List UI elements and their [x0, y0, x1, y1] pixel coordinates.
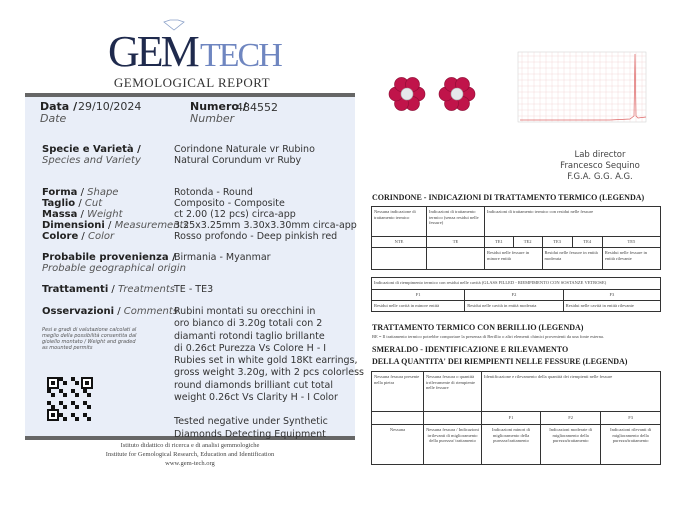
field-label: Specie e Varietà / Species and Variety [42, 144, 141, 166]
footer-line: Istituto didattico di ricerca e di analisi gemmologiche [120, 442, 260, 449]
cell: Residui nelle fessure in entità moderata [542, 248, 602, 270]
footer-line: Institute for Gemological Research, Education and Identification [105, 451, 275, 458]
field-value [174, 198, 285, 209]
cell: Indicazioni moderate di miglioramento della purezza/trattamento [541, 425, 601, 465]
value-line: Rubini montati su orecchini in [174, 306, 316, 317]
field-label: Massa / Weight [42, 209, 123, 220]
smeraldo-table [371, 371, 661, 465]
value-line: ct 2.00 (12 pcs) circa-app [174, 209, 296, 220]
field-label: Trattamenti / Treatments [42, 284, 175, 295]
cell: Residui nelle fessure in minore entità [485, 248, 543, 270]
cell: NTE [372, 237, 427, 248]
value-line: Composito - Composite [174, 198, 285, 209]
cell: F2 [541, 412, 601, 425]
glass-filled-table [371, 277, 661, 312]
field-label: Dimensioni / Measurements [42, 220, 189, 231]
cell: TE2 [513, 237, 542, 248]
field-value [174, 252, 271, 263]
cell: Residui nelle cavità in minore entità [372, 301, 465, 312]
cell: Residui nelle fessure in entità rilevante [602, 248, 660, 270]
field-label: Forma / Shape [42, 187, 119, 198]
value-line: Rotonda - Round [174, 187, 253, 198]
cell: Residui nelle cavità in entità rilevante [563, 301, 660, 312]
cell: Nessuna fessura presente nella pietra [372, 372, 424, 412]
value-line: 3.25x3.25mm 3.30x3.30mm circa-app [174, 220, 357, 231]
report-subtitle: GEMOLOGICAL REPORT [113, 75, 271, 90]
cell: F1 [372, 290, 465, 301]
earrings-photo [385, 68, 490, 116]
value-line: Diamonds Detecting Equipment [174, 428, 326, 440]
cell: Identificazione e rilevamento della quantità dei riempienti nelle fessure [482, 372, 661, 412]
value-line: diamanti rotondi taglio brillante [174, 330, 325, 342]
value-line [174, 404, 364, 416]
cell: TE1 [485, 237, 514, 248]
cell: TE [427, 237, 485, 248]
gemtech-logo [108, 18, 281, 76]
qr-code[interactable] [47, 377, 93, 421]
cell: TE5 [602, 237, 660, 248]
value-line: Natural Corundum vr Ruby [174, 155, 302, 166]
value-line: Rubies set in white gold 18Kt earrings, [174, 355, 358, 367]
date-value: 29/10/2024 [78, 100, 142, 113]
cell: F3 [563, 290, 660, 301]
smeraldo-title: SMERALDO - IDENTIFICAZIONE E RILEVAMENTO [372, 345, 569, 354]
number-value: 484552 [236, 101, 278, 114]
berillio-note: BE = Il trattamento termico potrebbe comportare la presenza di Berillio o altri elementi chimici provenienti da una fonte esterna. [372, 334, 604, 339]
value-line: gross weight 3.20g, with 2 pcs colorless [174, 367, 364, 379]
field-value [174, 209, 296, 220]
field-label: Probabile provenienza / Probable geographical origin [42, 252, 186, 274]
institute-footer [60, 441, 320, 468]
cell: F2 [465, 290, 564, 301]
cell: Nessuna [372, 425, 424, 465]
value-line: weight 0.26ct Vs Clarity H - I Color [174, 392, 338, 404]
value-line: Tested negative under Synthetic [174, 416, 328, 428]
corindone-table [371, 206, 661, 270]
lab-director-name: Francesco Sequino [560, 161, 640, 171]
value-line: round diamonds brilliant cut total [174, 379, 333, 391]
cell: Indicazioni minori di miglioramento della purezza/trattamento [482, 425, 541, 465]
value-line: Birmania - Myanmar [174, 252, 271, 263]
cell: Nessuna indicazione di trattamento termico [372, 207, 427, 237]
smeraldo-subtitle: DELLA QUANTITA' DEI RIEMPIENTI NELLE FESSURE (LEGENDA) [372, 357, 628, 366]
cell: F3 [601, 412, 661, 425]
cell: TE3 [542, 237, 572, 248]
field-value [174, 306, 364, 441]
corindone-title: CORINDONE - INDICAZIONI DI TRATTAMENTO TERMICO (LEGENDA) [372, 193, 645, 202]
cell: Indicazioni di riempimento termico con residui nelle cavità (GLASS FILLED - RIEMPIMENTO CON SOSTANZE VETROSE) [372, 278, 661, 290]
cell: F1 [482, 412, 541, 425]
cell: Residui nelle cavità in entità moderata [465, 301, 564, 312]
field-value [174, 231, 337, 242]
field-value [174, 187, 253, 198]
value-line: Corindone Naturale vr Rubino [174, 144, 315, 155]
spectrum-chart [510, 44, 655, 132]
field-label: Taglio / Cut [42, 198, 103, 209]
field-label: Osservazioni / Comments [42, 306, 179, 317]
lab-director [545, 150, 655, 183]
lab-director-credentials: F.G.A. G.G. A.G. [567, 172, 633, 182]
svg-text:TECH: TECH [200, 37, 281, 74]
cell: Nessuna fessura / Indicazioni irrilevanti di miglioramento della purezza/ trattamento [424, 425, 482, 465]
number-label: Numero / Number [190, 100, 247, 125]
svg-text:GEM: GEM [108, 27, 197, 76]
field-value [174, 220, 357, 231]
cell: Nessuna fessura o quantità irrilevamente di riempiente nelle fessure [424, 372, 482, 412]
cell: Indicazioni rilevanti di miglioramento della purezza/trattamento [601, 425, 661, 465]
value-line: oro bianco di 3.20g totali con 2 [174, 318, 323, 330]
value-line: TE - TE3 [174, 284, 214, 295]
berillio-title: TRATTAMENTO TERMICO CON BERILLIO (LEGENDA) [372, 323, 584, 332]
date-label: Data / Date [40, 100, 78, 125]
weight-note: Pesi e gradi di valutazione calcolati al meglio della possibilità consentita dal gioiello montato / Weight and graded as mounted permits [42, 327, 137, 351]
value-line: Rosso profondo - Deep pinkish red [174, 231, 338, 242]
field-value [174, 144, 315, 166]
cell: Indicazioni di trattamento termico con residui nelle fessure [485, 207, 661, 237]
value-line: di 0.26ct Purezza Vs Colore H - I [174, 342, 327, 354]
lab-director-title: Lab director [574, 150, 626, 160]
cell: Indicazioni di trattamento termico (senza residui nelle fessure) [427, 207, 485, 237]
footer-url: www.gem-tech.org [165, 460, 215, 467]
field-label: Colore / Color [42, 231, 115, 242]
field-value [174, 284, 213, 295]
cell: TE4 [572, 237, 602, 248]
